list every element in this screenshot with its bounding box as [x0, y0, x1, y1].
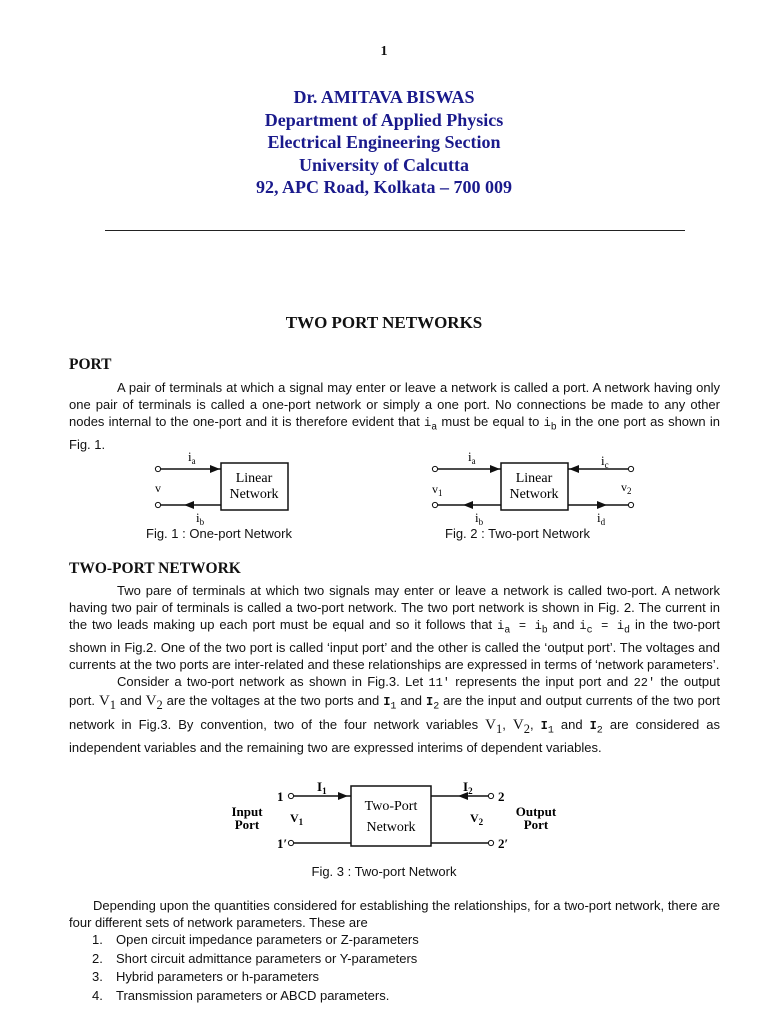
list-item: 1. Open circuit impedance parameters or Z-parameters: [92, 932, 419, 947]
address: 92, APC Road, Kolkata – 700 009: [255, 177, 513, 197]
fig2-ib-label: $i_b$: [475, 510, 484, 526]
fig3-output-label-2: Port: [523, 817, 549, 832]
fig1-box-line1: Linear: [235, 471, 273, 486]
section: Electrical Engineering Section: [267, 132, 501, 152]
list-item: 2. Short circuit admittance parameters or Y-parameters: [92, 950, 418, 966]
fig3-output-label-1: Output: [515, 804, 557, 819]
two-port-paragraph: Two pare of terminals at which two signals may enter or leave a network is called two-port. A network having two pair of terminals is called a two-port network. The two port network is shown in Fig. 2. The current in the two leads making up each port must be equal and so it follows that $i_a = i_b$ and $i_c = i_d$ in the two-port shown in Fig.2. One of the two port is called ‘input port’ and the other is called the ‘output port’. The voltages and currents at the two ports are inter-related and these relationships are expressed in terms of ‘network parameters’. Consider a two-port network as shown in Fig.3. Let 11′ represents the input port and 22′ the output port. $V_1$ and $V_2$ are the voltages at the two ports and $I_1$ and $I_2$ are the input and output currents of the two port network in Fig.3. By convention, two of the four network variables $V_1$, $V_2$, $I_1$ and $I_2$ are considered as independent variables and the remaining two are expressed interims of dependent variables.: [69, 583, 720, 756]
page-title: TWO PORT NETWORKS: [285, 313, 483, 332]
author-name: Dr. AMITAVA BISWAS: [293, 87, 475, 107]
fig1-ib-label: $i_b$: [196, 510, 205, 526]
fig1-one-port-diagram: [146, 446, 316, 526]
fig2-id-label: $i_d$: [597, 510, 606, 526]
list-item: 4. Transmission parameters or ABCD parameters.: [92, 987, 390, 1003]
fig3-terminal-1-prime: 1′: [277, 836, 288, 851]
fig2-box-line1: Linear: [515, 471, 553, 486]
fig3-caption: Fig. 3 : Two-port Network: [311, 864, 457, 879]
fig1-box-line2: Network: [229, 487, 279, 502]
fig2-two-port-diagram: [425, 446, 645, 526]
fig2-box-line2: Network: [509, 487, 559, 502]
fig2-v2-label: $v_2$: [621, 480, 632, 496]
university: University of Calcutta: [299, 154, 469, 175]
fig3-I1-label: $I_1$: [317, 779, 327, 796]
fig3-V1-label: $V_1$: [290, 811, 304, 827]
fig3-terminal-1: 1: [277, 789, 284, 804]
fig2-v1-label: $v_1$: [432, 482, 443, 498]
fig3-box-line2: Network: [366, 820, 416, 835]
fig2-ia-label: $i_a$: [468, 449, 476, 466]
section-heading-port: PORT: [69, 356, 112, 373]
fig3-two-port-diagram: [228, 776, 568, 858]
fig3-V2-label: $V_2$: [470, 811, 484, 827]
fig2-caption: Fig. 2 : Two-port Network: [445, 526, 590, 541]
list-item: 3. Hybrid parameters or h-parameters: [92, 969, 320, 984]
parameters-intro: Depending upon the quantities considered for establishing the relationships, for a two-port network, there are four different sets of network parameters. These are: [69, 898, 720, 930]
divider: [105, 230, 685, 231]
fig3-box-line1: Two-Port: [364, 799, 418, 814]
page-number: 1: [380, 44, 388, 59]
fig3-I2-label: $I_2$: [463, 779, 473, 796]
fig1-caption: Fig. 1 : One-port Network: [146, 526, 292, 541]
fig3-input-label-1: Input: [231, 804, 263, 819]
fig3-input-label-2: Port: [234, 817, 260, 832]
fig1-ia-label: $i_a$: [188, 449, 196, 466]
port-paragraph: A pair of terminals at which a signal may enter or leave a network is called a port. A network having only one pair of terminals is called a one-port network or simply a one port. No connections be made to any other nodes internal to the one-port and it is therefore evident that $i_a$ must be equal to $i_b$ in the one port as shown in Fig. 1.: [69, 380, 720, 453]
fig2-ic-label: $i_c$: [601, 453, 609, 470]
department: Department of Applied Physics: [264, 109, 504, 130]
section-heading-two-port: TWO-PORT NETWORK: [69, 560, 241, 577]
parameters-list: [92, 931, 712, 1005]
fig3-terminal-2-prime: 2′: [498, 836, 509, 851]
fig1-v-label: v: [155, 481, 161, 495]
fig3-terminal-2: 2: [498, 789, 505, 804]
author-header: [0, 86, 768, 199]
